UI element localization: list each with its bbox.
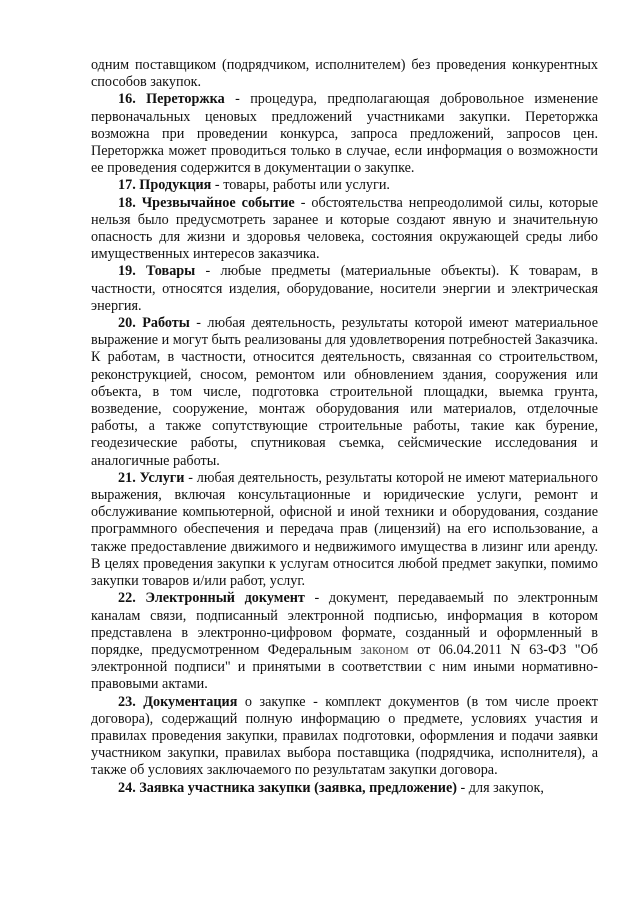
definition-18 <box>91 195 598 264</box>
item-17-term: 17. Продукция <box>118 177 212 194</box>
law-reference: законом <box>360 641 409 658</box>
item-23-text: о закупке - комплект документов (в том числе проект договора), содержащий полную информацию о предмете, условиях участия и правилах проведения закупки, правилах подготовки, оформления и подачи заявки участником закупки, правилах выбора поставщика (подрядчика, исполнителя), а также об условиях заключаемого по результатам закупки договора. <box>91 693 598 779</box>
item-18-text: - обстоятельства непреодолимой силы, которые нельзя было предусмотреть заранее и которые создают явную и значительную опасность для жизни и здоровья человека, состояния окружающей среды либо имущественных интересов заказчика. <box>91 194 598 263</box>
definition-20 <box>91 315 598 470</box>
definition-21 <box>91 470 598 590</box>
intro-paragraph: одним поставщиком (подрядчиком, исполнителем) без проведения конкурентных способов закупок. <box>91 57 598 91</box>
item-19-term: 19. Товары <box>118 263 196 280</box>
item-19-text: - любые предметы (материальные объекты). К товарам, в частности, относятся изделия, оборудование, носители энергии и электрическая энергия. <box>91 263 598 314</box>
item-24-term: 24. Заявка участника закупки (заявка, предложение) <box>118 779 457 796</box>
item-16-term: 16. Переторжка <box>118 91 225 108</box>
definition-22 <box>91 590 598 693</box>
definition-19 <box>91 263 598 315</box>
item-20-text: - любая деятельность, результаты которой имеют материальное выражение и могут быть реализованы для удовлетворения потребностей Заказчика. К работам, в частности, относится деятельность, связанная со строительством, реконструкцией, сносом, ремонтом или обновлением здания, сооружения или объекта, в том числе, подготовка строительной площадки, выемка грунта, возведение, сооружение, монтаж оборудования или материалов, отделочные работы, а также сопутствующие строительные работы, такие как бурение, геодезические работы, спутниковая съемка, сейсмические исследования и аналогичные работы. <box>91 315 598 469</box>
definition-16 <box>91 91 598 177</box>
item-16-text: - процедура, предполагающая добровольное изменение первоначальных ценовых предложений участниками закупки. Переторжка возможна при проведении конкурса, запроса предложений, запросов цен. Переторжка может проводиться только в случае, если информация о возможности ее проведения содержится в документации о закупке. <box>91 91 598 177</box>
item-17-text: - товары, работы или услуги. <box>211 177 390 194</box>
item-21-term: 21. Услуги <box>118 469 185 486</box>
item-20-term: 20. Работы <box>118 315 190 332</box>
item-18-term: 18. Чрезвычайное событие <box>118 194 295 211</box>
definition-24 <box>91 780 598 797</box>
item-22-text-end: от 06.04.2011 N 63-ФЗ "Об электронной подписи" и принятыми в соответствии с ним иными нормативно-правовыми актами. <box>91 641 598 693</box>
item-23-term: 23. Документация <box>118 693 238 710</box>
item-22-text: - документ, передаваемый по электронным каналам связи, подписанный электронной подписью, информация в котором представлена в электронно-цифровом формате, созданный и оформленный в порядке, предусмотренном Федеральным <box>91 590 598 658</box>
definition-23 <box>91 694 598 780</box>
item-24-text: - для закупок, <box>456 779 544 796</box>
item-22-term: 22. Электронный документ <box>118 590 305 607</box>
definition-17 <box>91 177 598 194</box>
item-21-text: - любая деятельность, результаты которой не имеют материального выражения, включая консультационные и юридические услуги, ремонт и обслуживание компьютерной, офисной и иной техники и оборудования, создание программного обеспечения и передача прав (лицензий) на его использование, а также предоставление движимого и недвижимого имущества в лизинг или аренду. В целях проведения закупки к услугам относится любой предмет закупки, помимо закупки товаров и/или работ, услуг. <box>91 469 598 590</box>
